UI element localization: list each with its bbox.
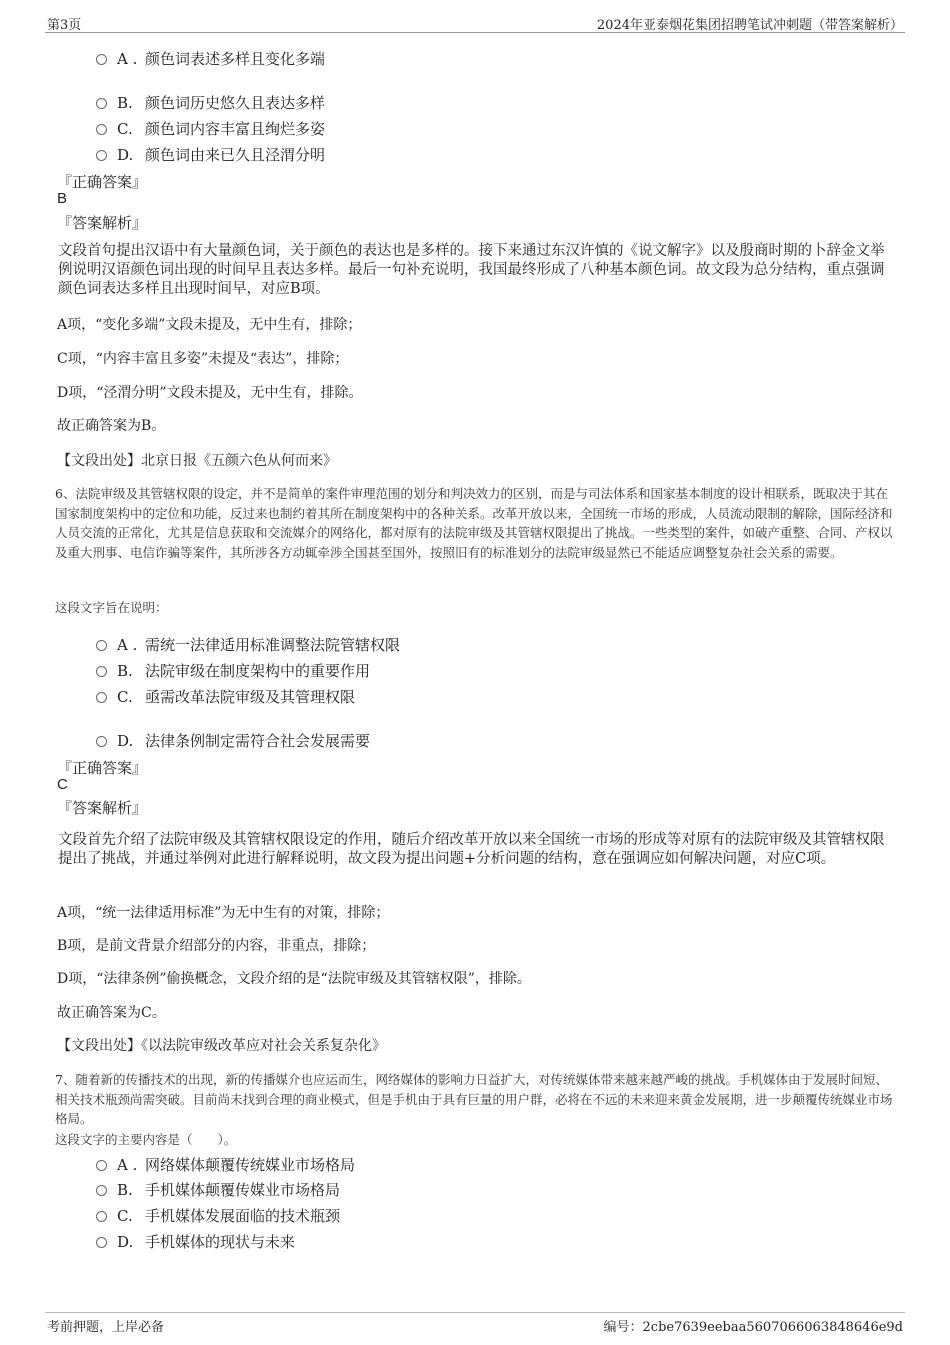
q5-conclusion: 故正确答案为B。 [57, 418, 166, 434]
q7-option-d[interactable]: D. 手机媒体的现状与未来 [96, 1231, 295, 1251]
q6-answer: C [57, 776, 68, 793]
radio-icon[interactable] [96, 150, 107, 161]
q7-option-c[interactable]: C. 手机媒体发展面临的技术瓶颈 [96, 1205, 340, 1225]
radio-icon[interactable] [96, 640, 107, 651]
radio-icon[interactable] [96, 98, 107, 109]
q6-option-d[interactable]: D. 法律条例制定需符合社会发展需要 [96, 730, 370, 750]
q6-analysis-label: 『答案解析』 [57, 799, 148, 817]
q5-analysis-d: D项，“泾渭分明”文段未提及，无中生有，排除。 [57, 385, 363, 401]
document-title: 2024年亚泰烟花集团招聘笔试冲刺题（带答案解析） [596, 18, 903, 33]
page-header [45, 12, 905, 33]
radio-icon[interactable] [96, 692, 107, 703]
q5-answer: B [57, 190, 68, 207]
q6-analysis-b: B项，是前文背景介绍部分的内容，非重点，排除； [57, 938, 376, 954]
q7-option-b[interactable]: B. 手机媒体颠覆传媒业市场格局 [96, 1179, 340, 1199]
radio-icon[interactable] [96, 124, 107, 135]
q5-analysis-label: 『答案解析』 [57, 214, 148, 232]
q5-option-c[interactable]: C. 颜色词内容丰富且绚烂多姿 [96, 118, 325, 138]
q7-prompt: 这段文字的主要内容是（ ）。 [55, 1132, 237, 1147]
q5-option-d[interactable]: D. 颜色词由来已久且泾渭分明 [96, 144, 325, 164]
q6-source: 【文段出处】《以法院审级改革应对社会关系复杂化》 [57, 1038, 386, 1054]
q5-option-b[interactable]: B. 颜色词历史悠久且表达多样 [96, 92, 325, 112]
q7-option-a[interactable]: A . 网络媒体颠覆传统媒业市场格局 [96, 1154, 355, 1174]
radio-icon[interactable] [96, 1185, 107, 1196]
q6-option-a[interactable]: A . 需统一法律适用标准调整法院管辖权限 [96, 634, 400, 654]
q5-analysis-a: A项，“变化多端”文段未提及，无中生有，排除； [57, 317, 362, 333]
radio-icon[interactable] [96, 1237, 107, 1248]
radio-icon[interactable] [96, 666, 107, 677]
q6-option-b[interactable]: B. 法院审级在制度架构中的重要作用 [96, 660, 370, 680]
q6-option-c[interactable]: C. 亟需改革法院审级及其管理权限 [96, 686, 355, 706]
q6-analysis: 文段首先介绍了法院审级及其管辖权限设定的作用，随后介绍改革开放以来全国统一市场的形成等对原有的法院审级及其管辖权限提出了挑战，并通过举例对此进行解释说明，故文段为提出问题+分析问题的结构，意在强调应如何解决问题，对应C项。 [58, 832, 885, 867]
document-id: 编号：2cbe7639eebaa5607066063848646e9d [603, 1320, 903, 1335]
radio-icon[interactable] [96, 1211, 107, 1222]
radio-icon[interactable] [96, 736, 107, 747]
q5-analysis: 文段首句提出汉语中有大量颜色词，关于颜色的表达也是多样的。接下来通过东汉许慎的《说文解字》以及殷商时期的卜辞金文举例说明汉语颜色词出现的时间早且表达多样。最后一句补充说明，我国最终形成了八种基本颜色词。故文段为总分结构，重点强调颜色词表达多样且出现时间早，对应B项。 [58, 243, 885, 297]
q6-answer-label: 『正确答案』 [57, 759, 148, 777]
q7-question-text: 7、随着新的传播技术的出现，新的传播媒介也应运而生，网络媒体的影响力日益扩大，对传统媒体带来越来越严峻的挑战。手机媒体由于发展时间短、相关技术瓶颈尚需突破。目前尚未找到合理的商业模式，但是手机由于具有巨量的用户群，必将在不远的未来迎来黄金发展期，进一步颠覆传统媒业市场格局。 [55, 1072, 893, 1127]
q5-answer-label: 『正确答案』 [57, 173, 148, 191]
q6-analysis-d: D项，“法律条例”偷换概念，文段介绍的是“法院审级及其管辖权限”，排除。 [57, 971, 531, 987]
q5-source: 【文段出处】北京日报《五颜六色从何而来》 [57, 453, 337, 469]
page-footer [45, 1312, 905, 1335]
q5-option-a[interactable]: A . 颜色词表述多样且变化多端 [96, 48, 325, 68]
page-number: 第3页 [47, 18, 82, 33]
q6-question-text: 6、法院审级及其管辖权限的设定，并不是简单的案件审理范围的划分和判决效力的区别，而是与司法体系和国家基本制度的设计相联系，既取决于其在国家制度架构中的定位和功能，反过来也制约着其所在制度架构中的各种关系。改革开放以来，全国统一市场的形成，人员流动限制的解除，国际经济和人员交流的正常化，尤其是信息获取和交流媒介的网络化，都对原有的法院审级及其管辖权限提出了挑战。一些类型的案件，如破产重整、合同、产权以及重大刑事、电信诈骗等案件，其所涉各方动辄牵涉全国甚至国外，按照旧有的标准划分的法院审级显然已不能适应调整复杂社会关系的需要。 [55, 486, 893, 560]
radio-icon[interactable] [96, 54, 107, 65]
q6-analysis-a: A项，“统一法律适用标准”为无中生有的对策，排除； [57, 905, 390, 921]
q6-prompt: 这段文字旨在说明： [55, 600, 168, 615]
radio-icon[interactable] [96, 1160, 107, 1171]
q5-analysis-c: C项，“内容丰富且多姿”未提及“表达”，排除； [57, 351, 349, 367]
q6-conclusion: 故正确答案为C。 [57, 1005, 166, 1021]
footer-slogan: 考前押题，上岸必备 [47, 1320, 165, 1335]
